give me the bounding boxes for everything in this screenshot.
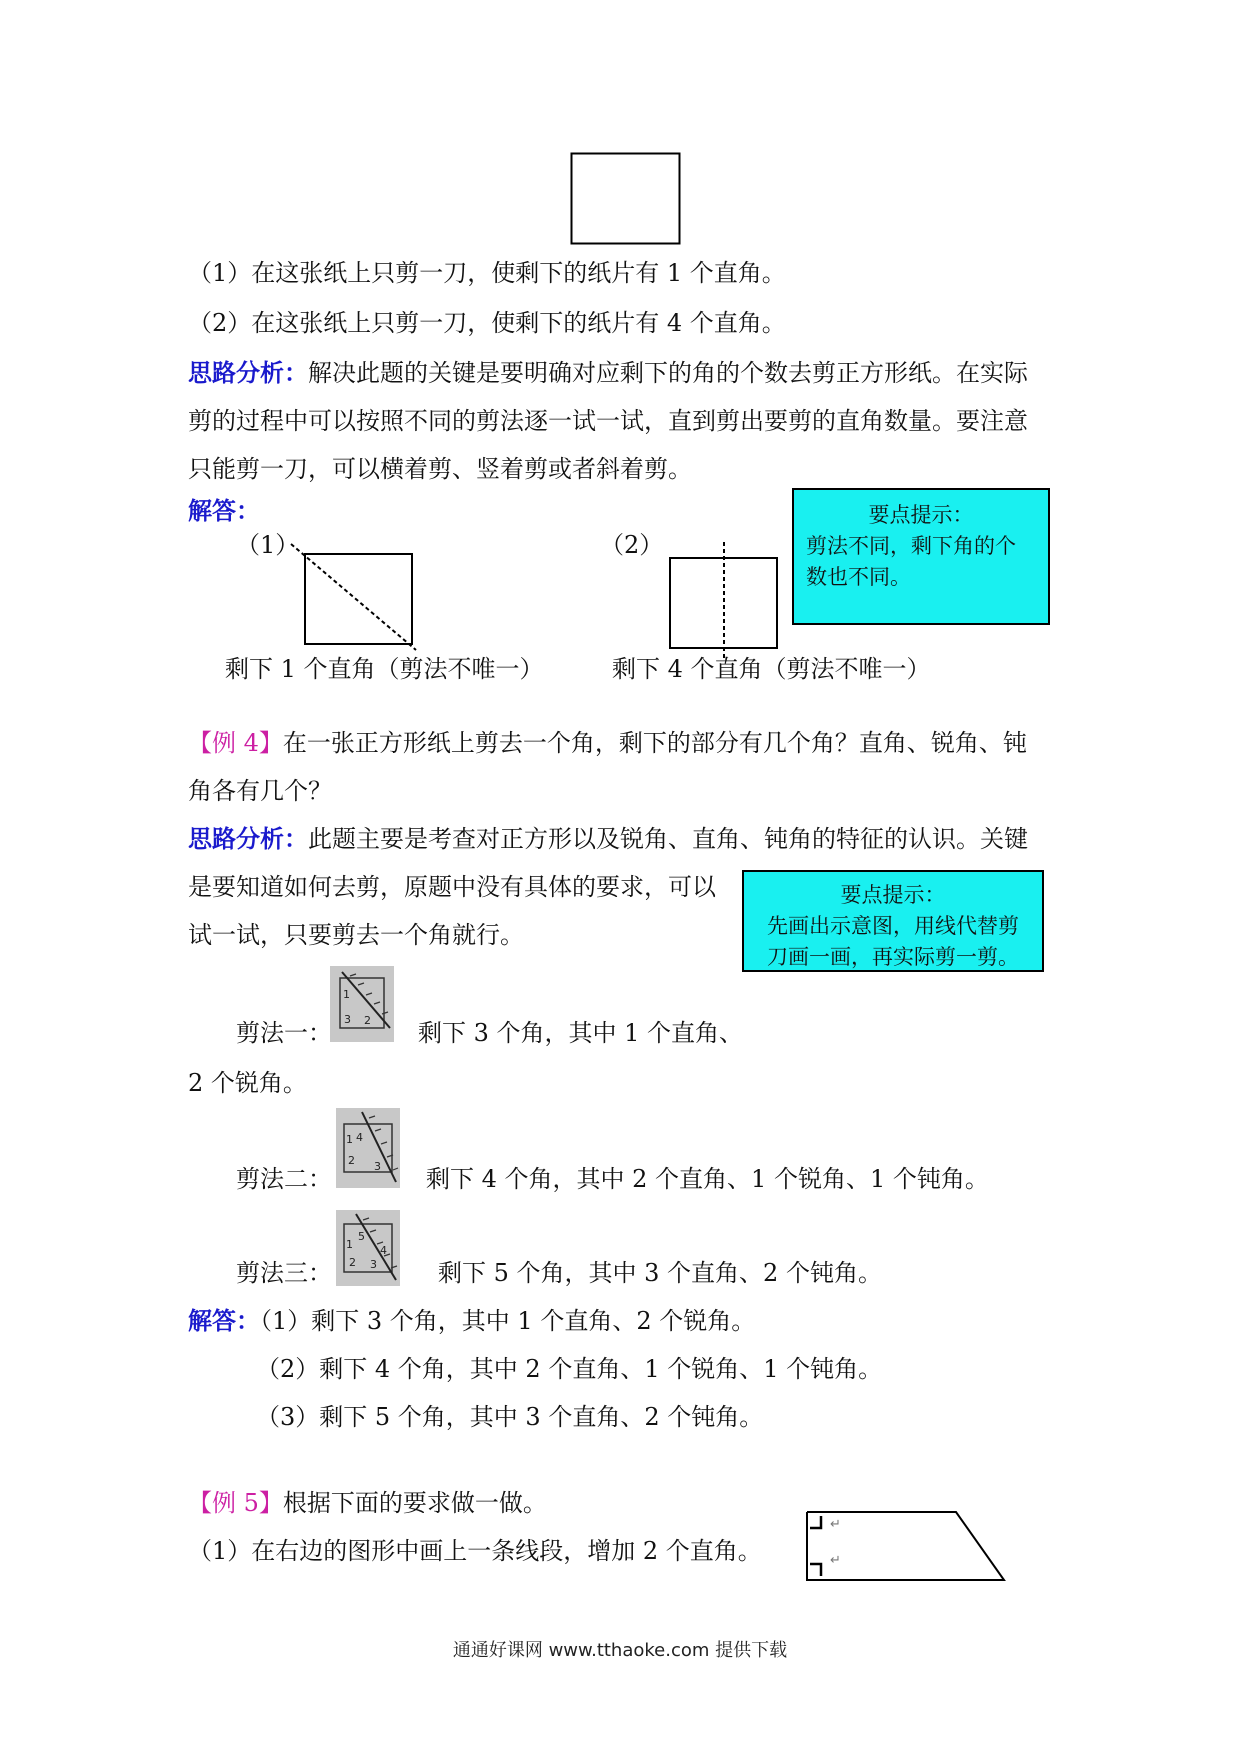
question-2: （2）在这张纸上只剪一刀，使剩下的纸片有 4 个直角。 [188,309,786,337]
tip-title: 要点提示： [868,503,974,527]
tip-box-sketch [742,870,1044,972]
ex4-analysis-text: 此题主要是考查对正方形以及锐角、直角、钝角的特征的认识。关键 [308,825,1028,853]
ex4-answer-2: （2）剩下 4 个角，其中 2 个直角、1 个锐角、1 个钝角。 [256,1355,883,1383]
ex4-answer-1: （1）剩下 3 个角，其中 1 个直角、2 个锐角。 [260,1307,756,1335]
caption-2: 剩下 4 个直角（剪法不唯一） [612,655,931,683]
method-1-label: 剪法一： [236,1019,332,1047]
return-mark-bottom: ↵ [830,1553,841,1568]
m2-num-2: 2 [348,1154,355,1167]
ex4-analysis-line-3: 试一试，只要剪去一个角就行。 [188,921,524,949]
method-1-figure [330,966,394,1042]
ex4-tip-title: 要点提示： [840,883,946,907]
m3-num-5: 5 [358,1230,365,1243]
m3-num-2: 2 [349,1256,356,1269]
figure-2-label: （2） [600,531,664,559]
answer-label: 解答： [188,496,260,525]
tip-line-2: 数也不同。 [806,565,911,589]
analysis-line-1 [188,356,1028,390]
method-1-text: 剩下 3 个角，其中 1 个直角、 [418,1019,744,1047]
ex4-analysis-line-2: 是要知道如何去剪，原题中没有具体的要求，可以 [188,873,716,901]
method-3-text: 剩下 5 个角，其中 3 个直角、2 个钝角。 [438,1259,882,1287]
question-1: （1）在这张纸上只剪一刀，使剩下的纸片有 1 个直角。 [188,259,786,287]
m1-num-2: 2 [364,1014,371,1027]
ex4-tip-line-1: 先画出示意图，用线代替剪 [767,914,1019,938]
example-5-line-1 [188,1486,547,1520]
square-paper-figure [570,152,682,246]
example-5-text: 根据下面的要求做一做。 [282,1489,547,1517]
m3-num-3: 3 [370,1258,377,1271]
m2-num-3: 3 [374,1160,381,1173]
ex4-tip-line-2: 刀画一画，再实际剪一剪。 [767,945,1019,969]
tip-line-1: 剪法不同，剩下角的个 [806,534,1016,558]
method-2-text: 剩下 4 个角，其中 2 个直角、1 个锐角、1 个钝角。 [426,1165,989,1193]
cut-diagonal-figure [286,540,426,660]
ex4-analysis-label: 思路分析： [188,824,308,853]
analysis-line-3: 只能剪一刀，可以横着剪、竖着剪或者斜着剪。 [188,455,692,483]
cut-vertical-figure [665,540,780,662]
method-2-label: 剪法二： [236,1165,332,1193]
analysis-line-2: 剪的过程中可以按照不同的剪法逐一试一试，直到剪出要剪的直角数量。要注意 [188,407,1028,435]
tip-box-cutting [792,488,1050,625]
m1-num-3: 3 [344,1013,351,1026]
example-5-tag: 【例 5】 [188,1489,283,1517]
m1-num-1: 1 [343,988,350,1001]
m2-num-4: 4 [356,1131,363,1144]
ex4-answer-3: （3）剩下 5 个角，其中 3 个直角、2 个钝角。 [256,1403,764,1431]
m2-num-1: 1 [346,1133,353,1146]
method-2-figure [336,1108,400,1188]
example-4-line-1 [188,726,1027,760]
example-4-line-2: 角各有几个？ [188,777,332,805]
trapezoid-figure [804,1506,1008,1586]
m3-num-4: 4 [380,1244,387,1257]
example-4-tag: 【例 4】 [188,729,283,757]
figure-1-label: （1） [236,531,300,559]
analysis-label: 思路分析： [188,358,308,387]
example-5-question-1: （1）在右边的图形中画上一条线段，增加 2 个直角。 [188,1537,762,1565]
ex4-answer-label: 解答： [188,1306,260,1335]
ex4-answer-line-1 [188,1304,755,1338]
example-4-question: 在一张正方形纸上剪去一个角，剩下的部分有几个角？直角、锐角、钝 [282,729,1027,757]
caption-1: 剩下 1 个直角（剪法不唯一） [225,655,544,683]
ex4-analysis-line-1 [188,822,1028,856]
return-mark-top: ↵ [830,1517,841,1532]
m3-num-1: 1 [346,1238,353,1251]
method-1-text-2: 2 个锐角。 [188,1069,307,1097]
analysis-text: 解决此题的关键是要明确对应剩下的角的个数去剪正方形纸。在实际 [308,359,1028,387]
method-3-label: 剪法三： [236,1259,332,1287]
footer: 通通好课网 www.tthaoke.com 提供下载 [452,1640,788,1661]
method-3-figure [336,1210,400,1286]
